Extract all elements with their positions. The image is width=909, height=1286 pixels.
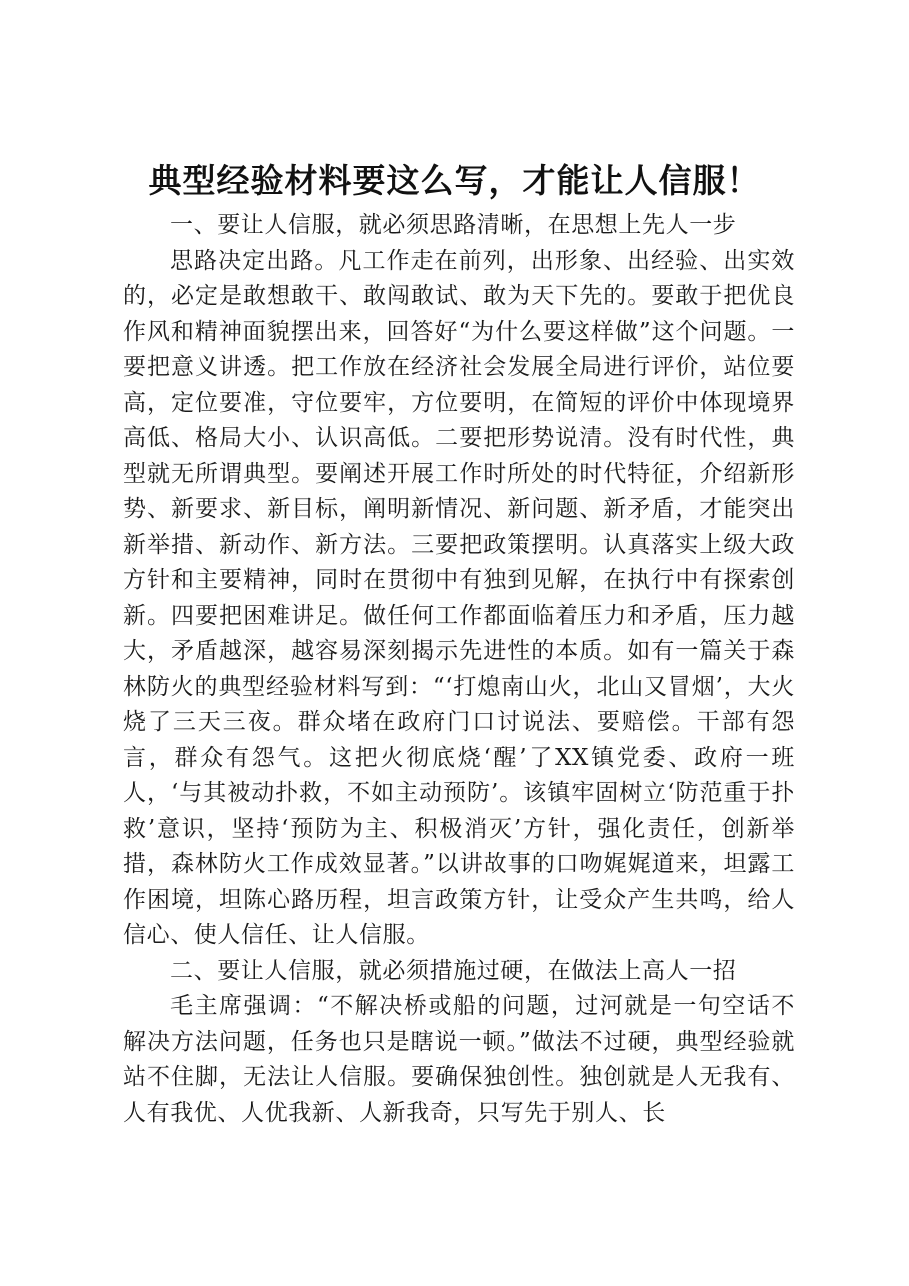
section-paragraph-1: 思路决定出路。凡工作走在前列，出形象、出经验、出实效的，必定是敢想敢干、敢闯敢试、敢为天下先的。要敢于把优良作风和精神面貌摆出来，回答好“为什么要这样做”这个问题。一要把意义讲透。把工作放在经济社会发展全局进行评价，站位要高，定位要准，守位要牢，方位要明，在简短的评价中体现境界高低、格局大小、认识高低。二要把形势说清。没有时代性，典型就无所谓典型。要阐述开展工作时所处的时代特征，介绍新形势、新要求、新目标，阐明新情况、新问题、新矛盾，才能突出新举措、新动作、新方法。三要把政策摆明。认真落实上级大政方针和主要精神，同时在贯彻中有独到见解，在执行中有探索创新。四要把困难讲足。做任何工作都面临着压力和矛盾，压力越大，矛盾越深，越容易深刻揭示先进性的本质。如有一篇关于森林防火的典型经验材料写到：“‘打熄南山火，北山又冒烟’，大火烧了三天三夜。群众堵在政府门口讨说法、要赔偿。干部有怨言，群众有怨气。这把火彻底烧‘醒’了XX镇党委、政府一班人，‘与其被动扑救，不如主动预防’。该镇牢固树立‘防范重于扑救’意识，坚持‘预防为主、积极消灭’方针，强化责任，创新举措，森林防火工作成效显著。”以讲故事的口吻娓娓道来，坦露工作困境，坦陈心路历程，坦言政策方针，让受众产生共鸣，给人信心、使人信任、让人信服。 [123, 247, 795, 948]
section-paragraph-2: 毛主席强调：“不解决桥或船的问题，过河就是一句空话不解决方法问题，任务也只是瞎说一顿。”做法不过硬，典型经验就站不住脚，无法让人信服。要确保独创性。独创就是人无我有、人有我优、人优我新、人新我奇，只写先于别人、长 [123, 993, 795, 1126]
document-title: 典型经验材料要这么写，才能让人信服！ [148, 161, 761, 200]
section-heading-1: 一、要让人信服，就必须思路清晰，在思想上先人一步 [170, 212, 737, 238]
document-body [123, 208, 795, 1131]
section-heading-2: 二、要让人信服，就必须措施过硬，在做法上高人一招 [170, 957, 737, 984]
